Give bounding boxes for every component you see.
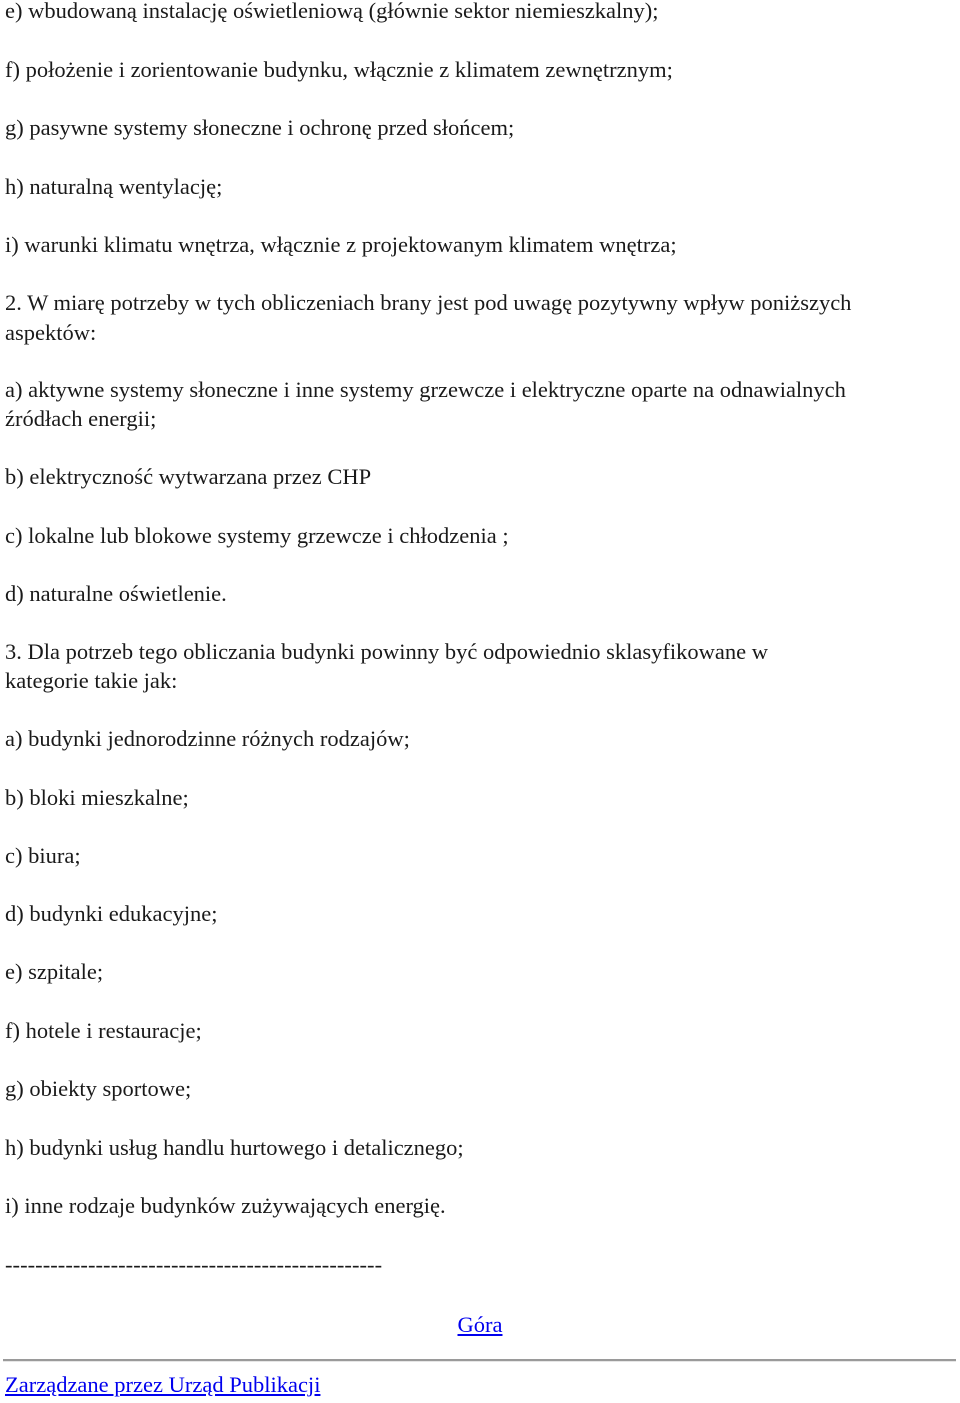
list-item: c) biura;: [5, 843, 81, 868]
list-item-continued: źródłach energii;: [5, 406, 157, 431]
horizontal-rule: [3, 1359, 956, 1362]
list-item: a) aktywne systemy słoneczne i inne systemy grzewcze i elektryczne oparte na odnawialnych: [5, 377, 846, 402]
section-2-heading-continued: aspektów:: [5, 320, 97, 345]
list-item: a) budynki jednorodzinne różnych rodzajów;: [5, 726, 410, 751]
list-item: i) inne rodzaje budynków zużywających energię.: [5, 1193, 446, 1218]
list-item: g) obiekty sportowe;: [5, 1076, 192, 1101]
list-item: f) położenie i zorientowanie budynku, włącznie z klimatem zewnętrznym;: [5, 57, 673, 82]
list-item: g) pasywne systemy słoneczne i ochronę przed słońcem;: [5, 115, 515, 140]
list-item: b) bloki mieszkalne;: [5, 785, 189, 810]
list-item: e) wbudowaną instalację oświetleniową (głównie sektor niemieszkalny);: [5, 0, 659, 23]
list-item: f) hotele i restauracje;: [5, 1018, 202, 1043]
section-3-heading-continued: kategorie takie jak:: [5, 668, 178, 693]
section-2-heading: 2. W miarę potrzeby w tych obliczeniach brany jest pod uwagę pozytywny wpływ poniższych: [5, 290, 852, 315]
dashed-separator: --------------------------------------------------: [5, 1252, 383, 1277]
section-3-heading: 3. Dla potrzeb tego obliczania budynki powinny być odpowiednio sklasyfikowane w: [5, 639, 768, 664]
publications-office-link[interactable]: Zarządzane przez Urząd Publikacji: [5, 1372, 321, 1397]
list-item: d) budynki edukacyjne;: [5, 901, 218, 926]
list-item: h) naturalną wentylację;: [5, 174, 223, 199]
list-item: d) naturalne oświetlenie.: [5, 581, 227, 606]
list-item: c) lokalne lub blokowe systemy grzewcze i chłodzenia ;: [5, 523, 509, 548]
list-item: i) warunki klimatu wnętrza, włącznie z projektowanym klimatem wnętrza;: [5, 232, 677, 257]
list-item: e) szpitale;: [5, 959, 104, 984]
list-item: h) budynki usług handlu hurtowego i detalicznego;: [5, 1135, 464, 1160]
footer: [5, 1370, 320, 1399]
back-to-top-link[interactable]: Góra: [457, 1312, 503, 1337]
back-to-top-container: [0, 1310, 960, 1339]
list-item: b) elektryczność wytwarzana przez CHP: [5, 464, 372, 489]
